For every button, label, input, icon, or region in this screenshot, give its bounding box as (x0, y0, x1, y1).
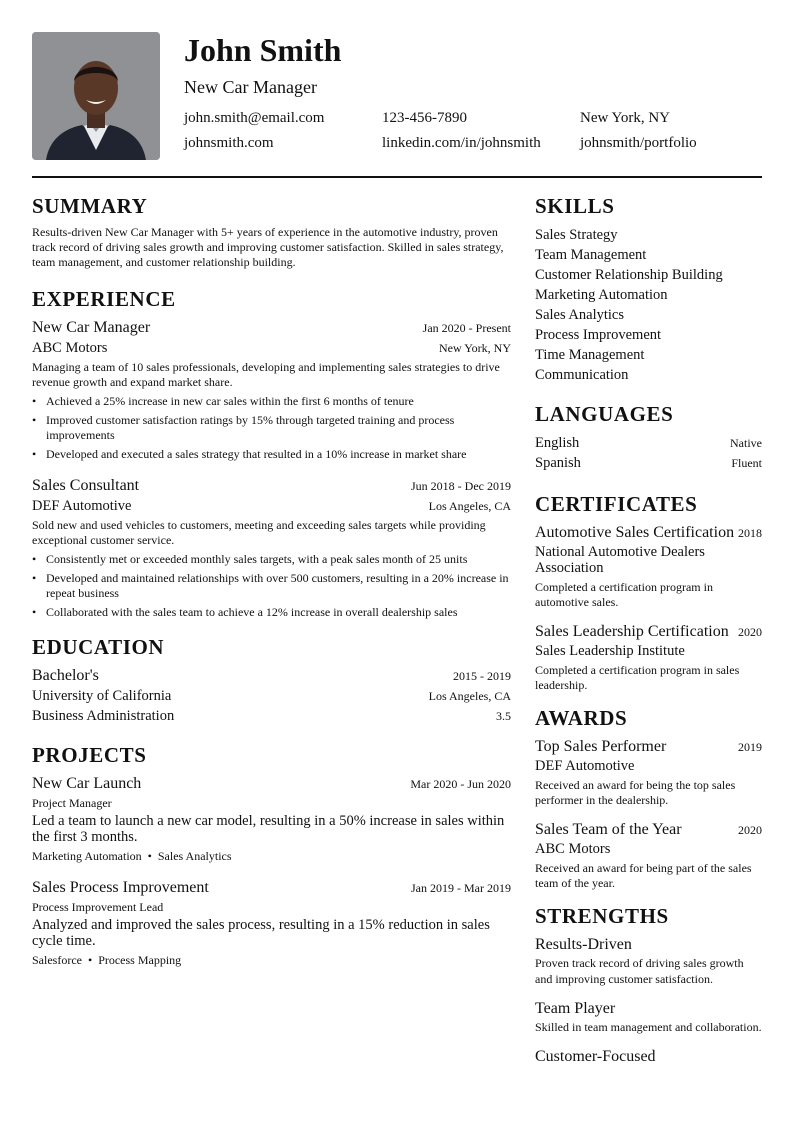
left-column (32, 193, 511, 982)
project-name: Sales Process Improvement (32, 879, 209, 896)
award-issuer: ABC Motors (535, 841, 611, 857)
job-role: New Car Manager (32, 319, 151, 336)
job-bullets (32, 552, 511, 620)
skill-item: Sales Analytics (535, 307, 625, 323)
language-level: Native (730, 436, 762, 450)
section-heading: CERTIFICATES (535, 492, 698, 516)
project-tags: Salesforce • Process Mapping (32, 953, 182, 967)
project-tag: Salesforce (32, 953, 82, 967)
section-heading: AWARDS (535, 706, 628, 730)
skill-item: Customer Relationship Building (535, 267, 723, 283)
bullet-item: • Achieved a 25% increase in new car sales within the first 6 months of tenure (32, 394, 511, 409)
language-row (535, 453, 762, 473)
strength-description: Skilled in team management and collaboration. (535, 1020, 762, 1034)
strength-name: Team Player (535, 1000, 616, 1017)
school-location: Los Angeles, CA (428, 689, 511, 703)
section-heading: EDUCATION (32, 635, 165, 659)
certificate-issuer: National Automotive Dealers Association (535, 544, 705, 576)
skill-item: Communication (535, 367, 629, 383)
section-heading: LANGUAGES (535, 402, 674, 426)
job-role: Sales Consultant (32, 477, 140, 494)
project-role: Project Manager (32, 796, 112, 810)
certificate-issuer: Sales Leadership Institute (535, 643, 685, 659)
project-role: Process Improvement Lead (32, 900, 164, 914)
certificate-entry (535, 622, 762, 693)
job-entry (32, 318, 511, 462)
award-year: 2020 (738, 823, 762, 837)
section-heading: SKILLS (535, 194, 615, 218)
strength-description: Proven track record of driving sales growth and improving customer satisfaction. (535, 956, 744, 986)
candidate-title: New Car Manager (184, 77, 317, 97)
project-tags: Marketing Automation • Sales Analytics (32, 849, 232, 863)
school-name: University of California (32, 688, 172, 704)
skill-item: Team Management (535, 247, 647, 263)
candidate-name: John Smith (184, 32, 342, 68)
language-level: Fluent (731, 456, 762, 470)
project-dates: Jan 2019 - Mar 2019 (411, 881, 511, 895)
project-tag: Process Mapping (98, 953, 182, 967)
website-link[interactable]: johnsmith.com (184, 135, 274, 151)
project-tag: Marketing Automation (32, 849, 142, 863)
field-of-study: Business Administration (32, 708, 175, 724)
project-dates: Mar 2020 - Jun 2020 (410, 777, 511, 791)
award-entry (535, 737, 762, 808)
summary-section (32, 193, 511, 270)
job-description: Sold new and used vehicles to customers, meeting and exceeding sales targets while providing exceptional customer service. (32, 518, 486, 547)
bullet-item: • Developed and maintained relationships with over 500 customers, resulting in a 20% increase in repeat business (32, 571, 511, 601)
job-location: New York, NY (438, 341, 511, 355)
contact-info (184, 108, 762, 153)
right-column (535, 193, 762, 1067)
certificate-name: Sales Leadership Certification (535, 623, 729, 640)
job-company: DEF Automotive (32, 498, 132, 514)
certificate-year: 2020 (738, 625, 762, 639)
section-heading: PROJECTS (32, 743, 147, 767)
skill-item: Time Management (535, 347, 645, 363)
bullet-item: • Consistently met or exceeded monthly sales targets, with a peak sales month of 25 units (32, 552, 511, 567)
award-year: 2019 (738, 740, 762, 754)
projects-section (32, 742, 511, 968)
linkedin-link[interactable]: linkedin.com/in/johnsmith (382, 135, 541, 151)
section-heading: STRENGTHS (535, 904, 669, 928)
job-dates: Jun 2018 - Dec 2019 (411, 479, 511, 493)
award-name: Sales Team of the Year (535, 821, 682, 838)
skill-item: Marketing Automation (535, 287, 668, 303)
education-section (32, 634, 511, 726)
profile-photo (32, 32, 160, 160)
job-location: Los Angeles, CA (428, 499, 511, 513)
phone-number: 123-456-7890 (382, 110, 467, 126)
language-row (535, 433, 762, 453)
language-name: English (535, 435, 580, 451)
award-description: Received an award for being the top sales performer in the dealership. (535, 778, 736, 807)
project-entry (32, 774, 511, 864)
email-link[interactable]: john.smith@email.com (184, 110, 325, 126)
bullet-item: • Improved customer satisfaction ratings by 15% through targeted training and process improvements (32, 413, 511, 443)
language-name: Spanish (535, 455, 581, 471)
certificate-entry (535, 523, 762, 610)
gpa: 3.5 (496, 709, 511, 723)
experience-section (32, 286, 511, 620)
languages-section (535, 401, 762, 473)
section-heading: SUMMARY (32, 194, 148, 218)
header-divider (32, 176, 762, 178)
award-issuer: DEF Automotive (535, 758, 635, 774)
job-description: Managing a team of 10 sales professionals, developing and implementing sales strategies to drive revenue growth and expand market share. (32, 360, 500, 389)
education-dates: 2015 - 2019 (453, 669, 511, 683)
job-company: ABC Motors (32, 340, 108, 356)
certificates-section (535, 491, 762, 693)
bullet-item: • Developed and executed a sales strategy that resulted in a 10% increase in market share (32, 447, 511, 462)
location: New York, NY (580, 110, 671, 126)
project-description: Led a team to launch a new car model, resulting in a 50% increase in sales within the first 3 months. (32, 813, 505, 845)
project-entry (32, 878, 511, 968)
award-description: Received an award for being part of the sales team of the year. (535, 861, 752, 890)
resume-header (32, 32, 762, 178)
section-heading: EXPERIENCE (32, 287, 176, 311)
summary-text: Results-driven New Car Manager with 5+ years of experience in the automotive industry, proven track record of driving sales growth and improving customer satisfaction. Skilled in sales strategy, team management, and customer relationship building. (32, 225, 504, 269)
portfolio-link[interactable]: johnsmith/portfolio (580, 135, 697, 151)
skill-item: Process Improvement (535, 327, 662, 343)
skills-section (535, 193, 762, 385)
strength-name: Results-Driven (535, 936, 632, 953)
award-entry (535, 820, 762, 891)
certificate-year: 2018 (738, 526, 762, 540)
skill-item: Sales Strategy (535, 227, 618, 243)
strength-name: Customer-Focused (535, 1048, 656, 1065)
job-dates: Jan 2020 - Present (422, 321, 511, 335)
awards-section (535, 705, 762, 891)
job-entry (32, 476, 511, 620)
project-description: Analyzed and improved the sales process, resulting in a 15% reduction in sales cycle time. (32, 917, 490, 949)
strengths-section (535, 903, 762, 1067)
job-bullets (32, 394, 511, 462)
degree: Bachelor's (32, 667, 99, 684)
certificate-description: Completed a certification program in sales leadership. (535, 663, 740, 692)
certificate-description: Completed a certification program in automotive sales. (535, 580, 713, 609)
award-name: Top Sales Performer (535, 738, 667, 755)
project-name: New Car Launch (32, 775, 142, 792)
project-tag: Sales Analytics (157, 849, 232, 863)
certificate-name: Automotive Sales Certification (535, 524, 735, 541)
bullet-item: • Collaborated with the sales team to achieve a 12% increase in overall dealership sales (32, 605, 511, 620)
